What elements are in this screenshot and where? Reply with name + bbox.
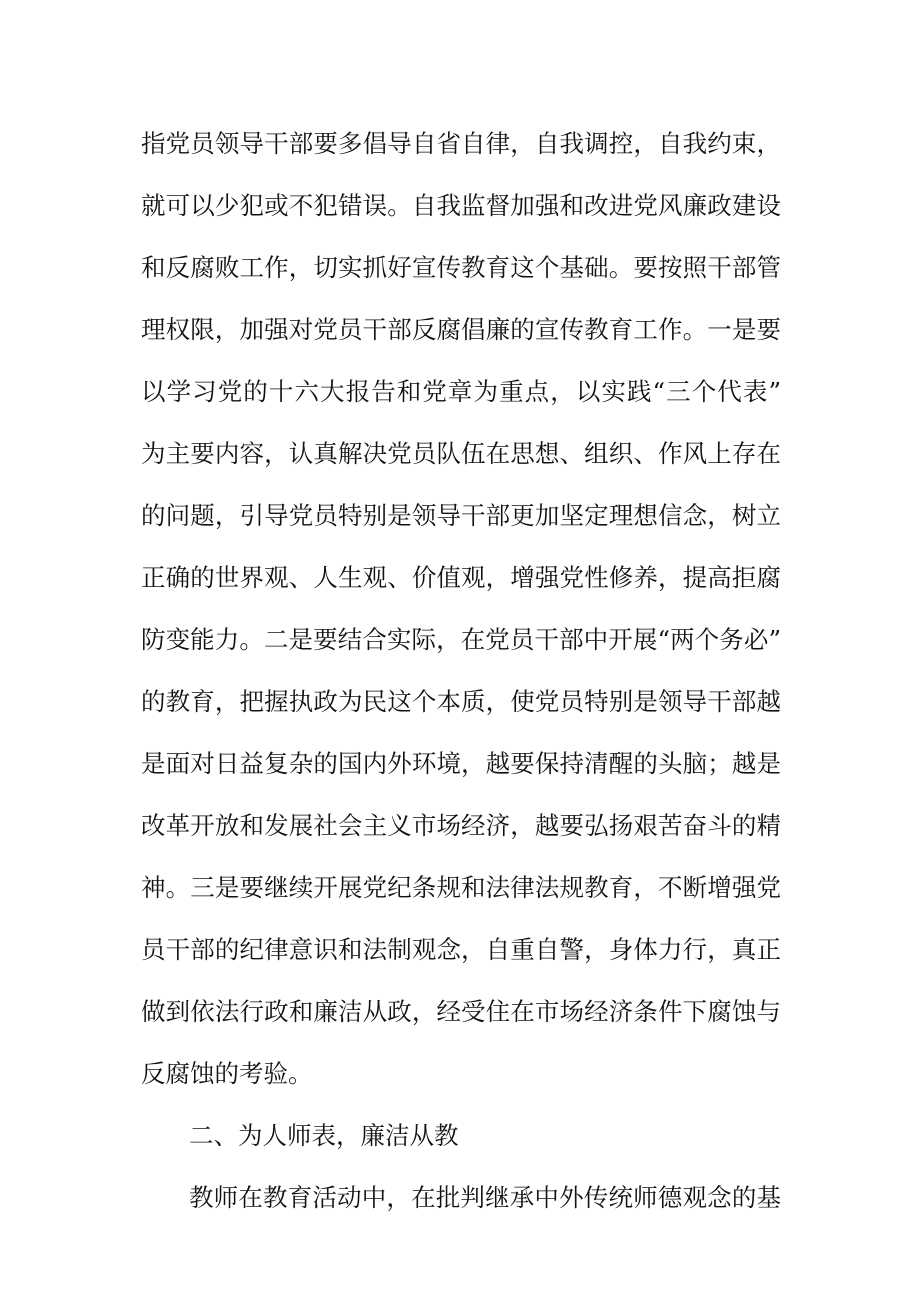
body-text-line: 以学习党的十六大报告和党章为重点，以实践“三个代表” [141, 377, 781, 406]
body-text-line: 和反腐败工作，切实抓好宣传教育这个基础。要按照干部管 [141, 253, 781, 282]
body-text-line: 改革开放和发展社会主义市场经济，越要弘扬艰苦奋斗的精 [141, 811, 781, 840]
body-text-line: 反腐蚀的考验。 [141, 1059, 313, 1088]
body-text-line: 正确的世界观、人生观、价值观，增强党性修养，提高拒腐 [141, 563, 781, 592]
body-text-line: 员干部的纪律意识和法制观念，自重自警，身体力行，真正 [141, 935, 781, 964]
body-text-line: 的问题，引导党员特别是领导干部更加坚定理想信念，树立 [141, 501, 781, 530]
body-text-line: 理权限，加强对党员干部反腐倡廉的宣传教育工作。一是要 [141, 315, 781, 344]
body-text-line: 为主要内容，认真解决党员队伍在思想、组织、作风上存在 [141, 439, 781, 468]
body-text-line: 教师在教育活动中，在批判继承中外传统师德观念的基 [189, 1183, 781, 1212]
body-text-line: 做到依法行政和廉洁从政，经受住在市场经济条件下腐蚀与 [141, 997, 781, 1026]
section-heading: 二、为人师表，廉洁从教 [189, 1121, 459, 1150]
body-text-line: 指党员领导干部要多倡导自省自律，自我调控，自我约束， [141, 129, 781, 158]
body-text-line: 就可以少犯或不犯错误。自我监督加强和改进党风廉政建设 [141, 191, 781, 220]
body-text-line: 是面对日益复杂的国内外环境，越要保持清醒的头脑；越是 [141, 749, 781, 778]
body-text-line: 防变能力。二是要结合实际，在党员干部中开展“两个务必” [141, 625, 781, 654]
body-text-line: 的教育，把握执政为民这个本质，使党员特别是领导干部越 [141, 687, 781, 716]
body-text-line: 神。三是要继续开展党纪条规和法律法规教育，不断增强党 [141, 873, 781, 902]
